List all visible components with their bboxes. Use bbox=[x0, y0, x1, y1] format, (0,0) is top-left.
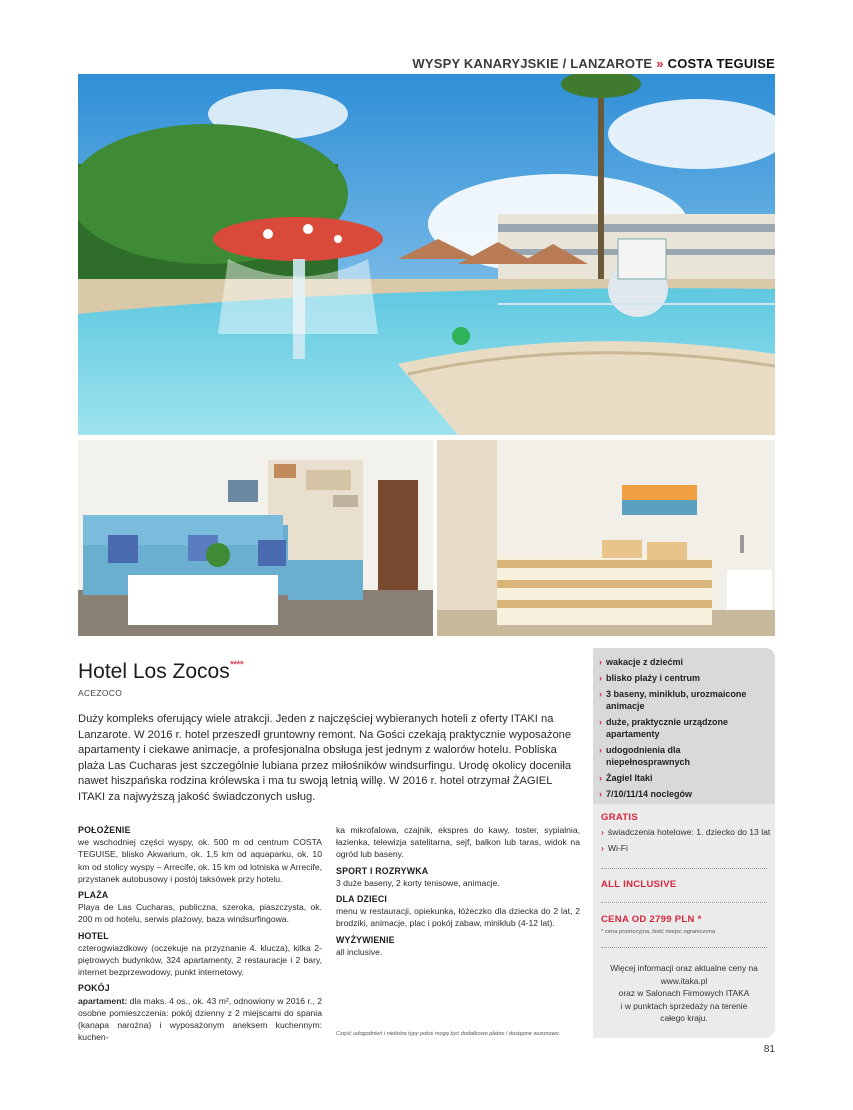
highlight-item bbox=[599, 772, 765, 784]
section-heading-location: POŁOŻENIE bbox=[78, 825, 131, 835]
gratis-item-text: świadczenia hotelowe: 1. dziecko do 13 lat bbox=[607, 827, 771, 837]
highlight-text: 3 baseny, miniklub, urozmaicone animacje bbox=[606, 689, 747, 711]
pool-photo bbox=[78, 74, 775, 435]
bedroom-photo bbox=[437, 440, 775, 636]
section-text-location: we wschodniej części wyspy, ok. 500 m od centrum COSTA TEGUISE, blisko Akwarium, ok. 1,5 km od aquaparku, ok. 10 km od stolicy wyspy – Arrecife, ok. 15 km od lotniska w Arrecife, przystanek autobusowy i postój taksówek przy hotelu. bbox=[78, 837, 322, 884]
highlight-item bbox=[599, 744, 765, 768]
divider bbox=[601, 902, 767, 903]
section-heading-beach: PLAŻA bbox=[78, 890, 109, 901]
highlight-item bbox=[599, 716, 765, 740]
details-column-left bbox=[78, 824, 322, 1043]
breadcrumb-place: COSTA TEGUISE bbox=[667, 56, 775, 71]
price-note: * cena promocyjna, ilość miejsc ograniczona bbox=[601, 929, 716, 935]
section-text-hotel: czterogwiazdkowy (oczekuje na przyznanie 4. klucza), kilka 2-piętrowych budynków, 324 apartamenty, 2 restauracje i 2 bary, internet bezprzewodowy, punkt internetowy. bbox=[78, 942, 322, 978]
details-column-right bbox=[336, 824, 580, 958]
chevron-right-icon: › bbox=[599, 717, 602, 727]
room-description: dla maks. 4 os., ok. 43 m², odnowiony w 2016 r., 2 osobne pomieszczenia: pokój dzienny z 2 miejscami do spania (kanapa narożna) i wyposażonym aneksem kuchennym: kuchen- bbox=[78, 995, 322, 1043]
section-heading-kids: DLA DZIECI bbox=[336, 894, 388, 905]
page-number: 81 bbox=[763, 1044, 775, 1055]
hotel-stars: **** bbox=[229, 659, 243, 671]
website-link[interactable]: www.itaka.pl bbox=[660, 975, 708, 986]
info-line: i w punktach sprzedaży na terenie bbox=[620, 1000, 748, 1011]
section-text-board: all inclusive. bbox=[336, 946, 383, 957]
living-room-photo bbox=[78, 440, 433, 636]
chevron-right-icon: › bbox=[601, 827, 604, 837]
highlight-text: duże, praktycznie urządzone apartamenty bbox=[606, 717, 729, 739]
footnote: Część udogodnień i niektóre typy pokoi mogą być dodatkowo płatne i dostępne sezonowo. bbox=[336, 1031, 561, 1037]
breadcrumb-region: WYSPY KANARYJSKIE / LANZAROTE bbox=[412, 56, 653, 71]
gratis-item-text: Wi-Fi bbox=[607, 843, 628, 853]
highlight-item bbox=[599, 688, 765, 712]
section-heading-hotel: HOTEL bbox=[78, 930, 109, 941]
more-info bbox=[601, 962, 767, 1025]
highlight-text: udogodnienia dla niepełnosprawnych bbox=[606, 745, 691, 767]
section-text-sport: 3 duże baseny, 2 korty tenisowe, animacje. bbox=[336, 877, 500, 888]
highlight-text: blisko plaży i centrum bbox=[606, 673, 701, 683]
chevron-right-icon: › bbox=[601, 843, 604, 853]
section-heading-sport: SPORT I ROZRYWKA bbox=[336, 865, 429, 876]
section-heading-board: WYŻYWIENIE bbox=[336, 934, 395, 945]
section-text-room bbox=[78, 995, 322, 1044]
price-label: CENA OD 2799 PLN * bbox=[601, 914, 702, 925]
hotel-code: ACEZOCO bbox=[78, 688, 123, 698]
divider bbox=[601, 947, 767, 948]
hotel-intro: Duży kompleks oferujący wiele atrakcji. Jeden z najczęściej wybieranych hoteli z oferty ITAKI na Lanzarote. W 2016 r. hotel przeszedł gruntowny remont. Na Gości czekają praktycznie wyposażone apartamenty i ciekawe animacje, a profesjonalna obsługa jest jednym z walorów hotelu. Pobliska plaża Las Cucharas jest szczególnie lubiana przez miłośników windsurfingu. Urodę okolicy doceniła nawet hiszpańska rodzina królewska i ma tu swoją letnią willę. W 2016 r. hotel otrzymał ŻAGIEL ITAKI za najwyższą jakość świadczonych usług. bbox=[78, 713, 572, 803]
gratis-heading: GRATIS bbox=[601, 812, 638, 823]
highlight-item bbox=[599, 788, 765, 800]
hotel-name: Hotel Los Zocos bbox=[78, 660, 230, 683]
breadcrumb-separator: » bbox=[656, 56, 664, 71]
chevron-right-icon: › bbox=[599, 657, 602, 667]
section-text-room-continued: ka mikrofalowa, czajnik, ekspres do kawy, toster, sypialnia, łazienka, telewizja satelitarna, sejf, balkon lub taras, widok na ogród lub baseny. bbox=[336, 825, 580, 860]
room-type-label: apartament: bbox=[78, 995, 128, 1006]
chevron-right-icon: › bbox=[599, 773, 602, 783]
offer-sidebar bbox=[593, 648, 775, 1038]
highlight-text: Żagiel Itaki bbox=[606, 773, 653, 783]
section-text-beach: Playa de Las Cucharas, publiczna, szeroka, piaszczysta, ok. 200 m od hotelu, serwis plażowy, baza windsurfingowa. bbox=[78, 902, 322, 925]
highlight-text: 7/10/11/14 noclegów bbox=[606, 789, 693, 799]
hotel-title bbox=[78, 660, 243, 684]
gratis-item bbox=[601, 827, 770, 837]
chevron-right-icon: › bbox=[599, 745, 602, 755]
info-line: oraz w Salonach Firmowych ITAKA bbox=[618, 988, 750, 999]
board-type: ALL INCLUSIVE bbox=[601, 879, 677, 890]
info-line: całego kraju. bbox=[660, 1013, 708, 1024]
highlight-text: wakacje z dziećmi bbox=[606, 657, 684, 667]
section-heading-room: POKÓJ bbox=[78, 983, 110, 994]
gratis-item bbox=[601, 843, 628, 853]
chevron-right-icon: › bbox=[599, 673, 602, 683]
info-line: Więcej informacji oraz aktualne ceny na bbox=[610, 963, 758, 973]
chevron-right-icon: › bbox=[599, 789, 602, 799]
highlights-box bbox=[593, 648, 775, 804]
highlight-item bbox=[599, 656, 765, 668]
highlight-item bbox=[599, 672, 765, 684]
section-text-kids: menu w restauracji, opiekunka, łóżeczko dla dziecka do 2 lat, 2 brodziki, animacje, plac i pokój zabaw, miniklub (4-12 lat). bbox=[336, 906, 580, 929]
chevron-right-icon: › bbox=[599, 689, 602, 699]
divider bbox=[601, 868, 767, 869]
breadcrumb bbox=[412, 56, 775, 71]
